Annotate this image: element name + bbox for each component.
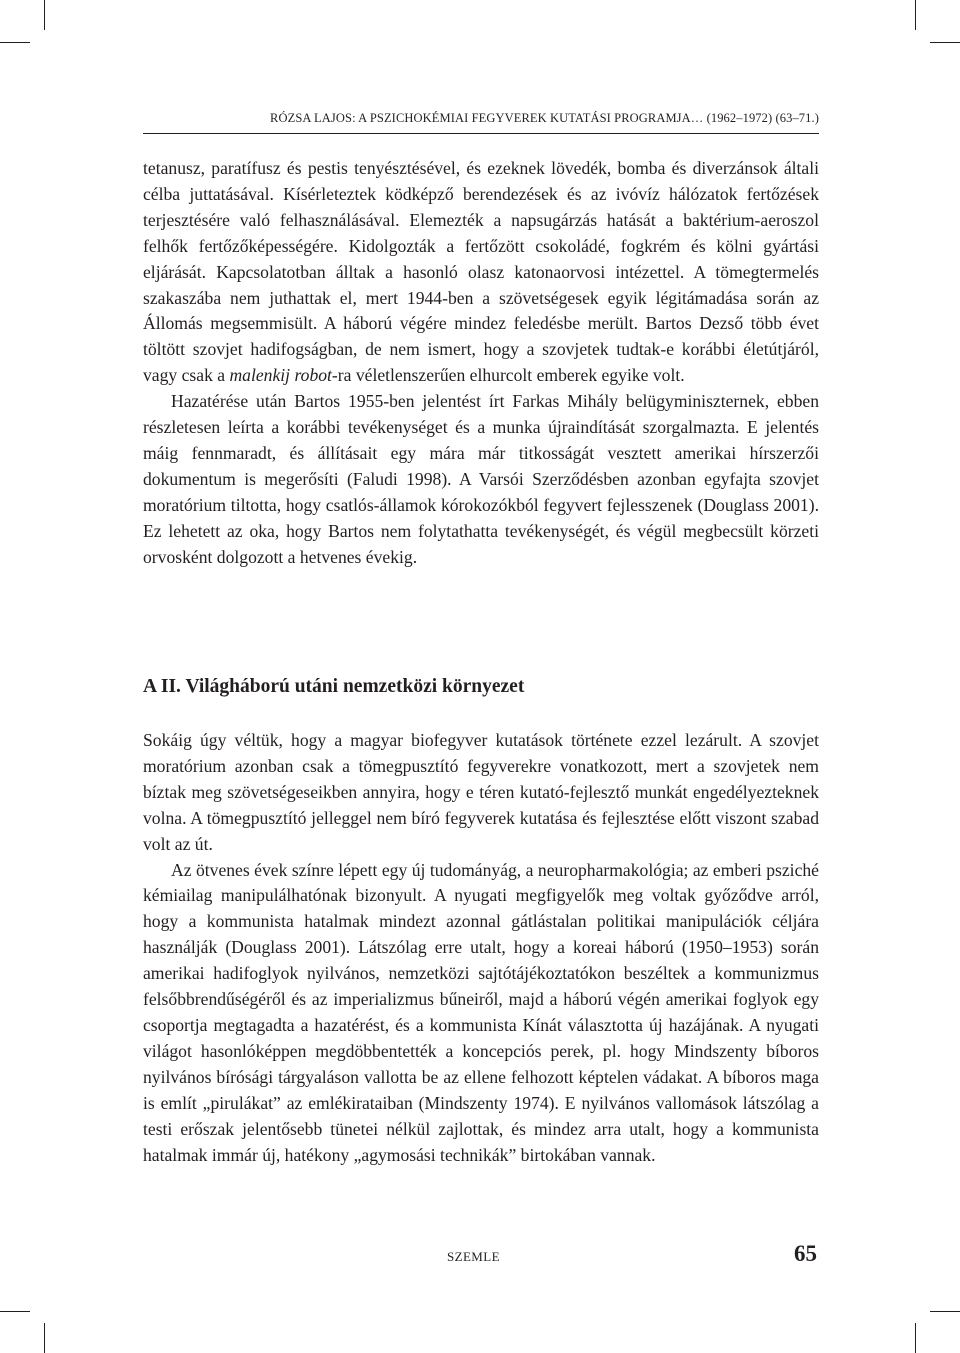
section-heading: A II. Világháború utáni nemzetközi környezet (143, 676, 525, 697)
header-rule (143, 133, 819, 134)
body-text-block (143, 728, 819, 1168)
journal-name: SZEMLE (447, 1249, 500, 1264)
body-text-block (143, 156, 819, 571)
paragraph: Hazatérése után Bartos 1955-ben jelentést írt Farkas Mihály belügyminiszternek, ebben részletesen leírta a korábbi tevékenységet és a munka újraindítását szorgalmazta. E jelentés máig fennmaradt, és állításait egy mára már titkosságát vesztett amerikai hírszerzői dokumentum is megerősíti (Faludi 1998). A Varsói Szerződésben azonban egyfajta szovjet moratórium tiltotta, hogy csatlós-államok kórokozókból fegyvert fejlesszenek (Douglass 2001). Ez lehetett az oka, hogy Bartos nem folytathatta tevékenységét, és végül megbecsült körzeti orvosként dolgozott a hetvenes évekig. (143, 391, 819, 567)
crop-mark (0, 1311, 30, 1312)
crop-mark (44, 1323, 45, 1353)
page-number: 65 (794, 1241, 817, 1266)
running-header: RÓZSA LAJOS: A PSZICHOKÉMIAI FEGYVEREK KUTATÁSI PROGRAMJA… (1962–1972) (63–71.) (270, 111, 819, 125)
crop-mark (0, 42, 30, 43)
crop-mark (915, 0, 916, 30)
crop-mark (930, 1311, 960, 1312)
italic-term: malenkij robot (229, 365, 332, 386)
paragraph: tetanusz, paratífusz és pestis tenyésztésével, és ezeknek lövedék, bomba és diverzánsok általi célba juttatásával. Kísérleteztek ködképző berendezések és az ivóvíz hálózatok fertőzések terjesztésére való felhasználásával. Elemezték a napsugárzás hatását a baktérium-aeroszol felhők fertőzőképességére. Kidolgozták a fertőzött csokoládé, fogkrém és kölni gyártási eljárását. Kapcsolatotban álltak a hasonló olasz katonaorvosi intézettel. A tömegtermelés szakaszába nem juthattak el, mert 1944-ben a szövetségesek egyik légitámadása során az Állomás megsemmisült. A háború végére mindez feledésbe merült. Bartos Dezső több évet töltött szovjet hadifogságban, de nem ismert, hogy a szovjetek tudtak-e korábbi életútjáról, vagy csak a malenkij robot-ra véletlenszerűen elhurcolt emberek egyike volt. (143, 158, 819, 386)
crop-mark (915, 1323, 916, 1353)
paragraph: Az ötvenes évek színre lépett egy új tudományág, a neuropharmakológia; az emberi psziché kémiailag manipulálhatónak bizonyult. A nyugati megfigyelők meg voltak győződve arról, hogy a kommunista hatalmak mindezt azonnal gátlástalan politikai manipulációk céljára használják (Douglass 2001). Látszólag erre utalt, hogy a koreai háború (1950–1953) során amerikai hadifoglyok nyilvános, nemzetközi sajtótájékoztatókon beszéltek a kommunizmus felsőbbrendűségéről és az imperializmus bűneiről, majd a háború végén amerikai foglyok egy csoportja megtagadta a hazatérést, és a kommunista Kínát választotta új hazájának. A nyugati világot hasonlóképpen megdöbbentették a koncepciós perek, pl. hogy Mindszenty bíboros nyilvános bírósági tárgyaláson vallotta be az ellene felhozott képtelen vádakat. A bíboros maga is említ „pirulákat” az emlékirataiban (Mindszenty 1974). E nyilvános vallomások látszólag a testi erőszak jelentősebb tünetei nélkül zajlottak, és mindez arra utalt, hogy a kommunista hatalmak immár új, hatékony „agymosási technikák” birtokában vannak. (143, 859, 819, 1165)
crop-mark (44, 0, 45, 30)
crop-mark (930, 42, 960, 43)
paragraph: Sokáig úgy véltük, hogy a magyar biofegyver kutatások története ezzel lezárult. A szovjet moratórium azonban csak a tömegpusztító fegyverekre vonatkozott, mert a szovjetek nem bíztak meg szövetségeseikben annyira, hogy e téren kutató-fejlesztő munkát engedélyezteknek volna. A tömegpusztító jelleggel nem bíró fegyverek kutatása és fejlesztése előtt viszont szabad volt az út. (143, 730, 819, 854)
